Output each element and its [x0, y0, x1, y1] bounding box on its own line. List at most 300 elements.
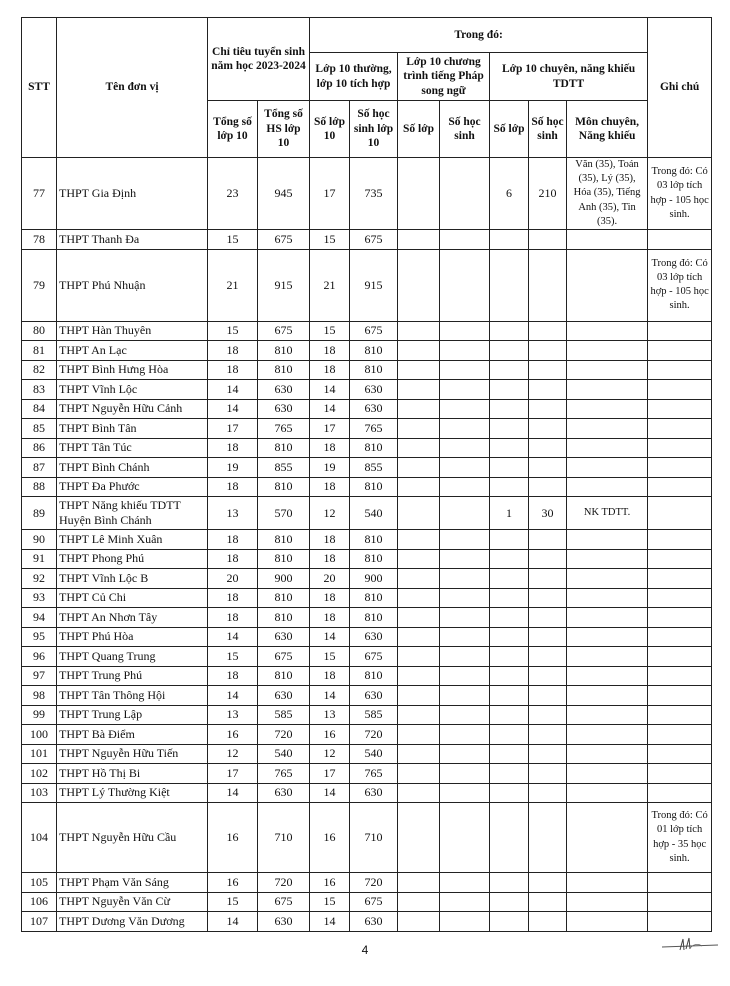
cell-stt: 80 — [22, 321, 57, 341]
cell-specialized-students — [529, 569, 567, 589]
cell-total-classes: 19 — [208, 458, 258, 478]
cell-note — [648, 341, 712, 361]
cell-specialized-students — [529, 725, 567, 745]
cell-note — [648, 399, 712, 419]
cell-specialized-students — [529, 249, 567, 321]
cell-specialized-classes — [490, 912, 529, 932]
cell-specialized-classes: 1 — [490, 497, 529, 530]
cell-subjects — [567, 892, 648, 912]
cell-bilingual-students — [440, 873, 490, 893]
cell-name: THPT Vĩnh Lộc — [57, 380, 208, 400]
cell-specialized-students — [529, 608, 567, 628]
cell-specialized-students — [529, 666, 567, 686]
cell-total-students: 675 — [258, 647, 310, 667]
cell-num-students: 630 — [350, 912, 398, 932]
cell-num-classes: 14 — [310, 627, 350, 647]
cell-specialized-students — [529, 912, 567, 932]
header-bilingual-students: Số học sinh — [440, 101, 490, 158]
cell-stt: 105 — [22, 873, 57, 893]
cell-note — [648, 608, 712, 628]
cell-specialized-students — [529, 764, 567, 784]
cell-total-students: 630 — [258, 399, 310, 419]
cell-subjects — [567, 588, 648, 608]
cell-num-students: 720 — [350, 725, 398, 745]
cell-total-students: 675 — [258, 892, 310, 912]
table-row — [22, 647, 712, 667]
cell-num-students: 675 — [350, 230, 398, 250]
cell-num-students: 810 — [350, 360, 398, 380]
cell-num-classes: 14 — [310, 380, 350, 400]
cell-bilingual-students — [440, 341, 490, 361]
cell-num-students: 540 — [350, 744, 398, 764]
table-row — [22, 725, 712, 745]
cell-name: THPT An Nhơn Tây — [57, 608, 208, 628]
table-row — [22, 803, 712, 873]
cell-total-classes: 14 — [208, 627, 258, 647]
cell-num-students: 810 — [350, 530, 398, 550]
cell-num-students: 765 — [350, 419, 398, 439]
cell-specialized-classes — [490, 892, 529, 912]
cell-bilingual-students — [440, 803, 490, 873]
table-row — [22, 549, 712, 569]
cell-name: THPT Phú Hòa — [57, 627, 208, 647]
table-row — [22, 588, 712, 608]
cell-name: THPT Trung Lập — [57, 705, 208, 725]
cell-num-students: 900 — [350, 569, 398, 589]
cell-name: THPT Nguyễn Hữu Cảnh — [57, 399, 208, 419]
cell-specialized-classes — [490, 705, 529, 725]
cell-bilingual-students — [440, 158, 490, 230]
cell-bilingual-classes — [398, 627, 440, 647]
cell-bilingual-classes — [398, 725, 440, 745]
cell-bilingual-students — [440, 892, 490, 912]
cell-total-students: 765 — [258, 419, 310, 439]
cell-note: Trong đó: Có 03 lớp tích hợp - 105 học sinh. — [648, 249, 712, 321]
cell-total-classes: 13 — [208, 705, 258, 725]
cell-note — [648, 569, 712, 589]
cell-subjects — [567, 783, 648, 803]
cell-total-classes: 17 — [208, 419, 258, 439]
cell-stt: 93 — [22, 588, 57, 608]
cell-bilingual-classes — [398, 912, 440, 932]
cell-specialized-classes — [490, 686, 529, 706]
cell-specialized-classes — [490, 608, 529, 628]
cell-total-classes: 16 — [208, 725, 258, 745]
table-row — [22, 477, 712, 497]
cell-subjects — [567, 912, 648, 932]
table-row — [22, 569, 712, 589]
cell-bilingual-classes — [398, 341, 440, 361]
cell-specialized-classes — [490, 249, 529, 321]
cell-total-students: 810 — [258, 438, 310, 458]
cell-bilingual-classes — [398, 873, 440, 893]
cell-name: THPT Gia Định — [57, 158, 208, 230]
cell-specialized-students — [529, 803, 567, 873]
cell-note — [648, 705, 712, 725]
cell-subjects — [567, 458, 648, 478]
cell-total-classes: 18 — [208, 549, 258, 569]
table-row — [22, 230, 712, 250]
header-subjects: Môn chuyên, Năng khiếu — [567, 101, 648, 158]
table-row — [22, 341, 712, 361]
table-row — [22, 399, 712, 419]
cell-specialized-classes — [490, 419, 529, 439]
cell-name: THPT Phạm Văn Sáng — [57, 873, 208, 893]
cell-specialized-classes — [490, 458, 529, 478]
cell-bilingual-students — [440, 399, 490, 419]
cell-specialized-students — [529, 686, 567, 706]
cell-num-classes: 18 — [310, 341, 350, 361]
cell-total-students: 765 — [258, 764, 310, 784]
cell-specialized-students — [529, 744, 567, 764]
cell-subjects — [567, 569, 648, 589]
cell-total-classes: 14 — [208, 783, 258, 803]
cell-total-classes: 18 — [208, 608, 258, 628]
cell-bilingual-students — [440, 380, 490, 400]
table-row — [22, 321, 712, 341]
cell-specialized-students — [529, 705, 567, 725]
cell-subjects — [567, 549, 648, 569]
cell-bilingual-classes — [398, 249, 440, 321]
cell-bilingual-students — [440, 530, 490, 550]
cell-subjects — [567, 399, 648, 419]
cell-subjects — [567, 438, 648, 458]
cell-num-classes: 18 — [310, 360, 350, 380]
cell-bilingual-classes — [398, 497, 440, 530]
cell-bilingual-students — [440, 725, 490, 745]
cell-num-classes: 15 — [310, 230, 350, 250]
table-row — [22, 783, 712, 803]
cell-total-students: 630 — [258, 686, 310, 706]
cell-stt: 89 — [22, 497, 57, 530]
cell-specialized-classes — [490, 549, 529, 569]
cell-specialized-classes — [490, 873, 529, 893]
cell-specialized-students — [529, 360, 567, 380]
cell-total-students: 810 — [258, 477, 310, 497]
cell-bilingual-classes — [398, 569, 440, 589]
cell-stt: 85 — [22, 419, 57, 439]
cell-specialized-classes — [490, 744, 529, 764]
cell-bilingual-students — [440, 230, 490, 250]
cell-note — [648, 438, 712, 458]
cell-bilingual-classes — [398, 764, 440, 784]
cell-name: THPT Củ Chi — [57, 588, 208, 608]
cell-specialized-classes: 6 — [490, 158, 529, 230]
cell-bilingual-students — [440, 497, 490, 530]
header-total-students: Tổng số HS lớp 10 — [258, 101, 310, 158]
cell-bilingual-students — [440, 744, 490, 764]
cell-specialized-classes — [490, 530, 529, 550]
table-row — [22, 892, 712, 912]
cell-note — [648, 230, 712, 250]
cell-num-classes: 14 — [310, 783, 350, 803]
cell-total-students: 720 — [258, 725, 310, 745]
cell-bilingual-classes — [398, 380, 440, 400]
cell-specialized-students — [529, 892, 567, 912]
cell-total-classes: 23 — [208, 158, 258, 230]
cell-num-classes: 18 — [310, 477, 350, 497]
cell-note — [648, 892, 712, 912]
cell-bilingual-students — [440, 458, 490, 478]
header-bilingual: Lớp 10 chương trình tiếng Pháp song ngữ — [398, 53, 490, 101]
cell-subjects — [567, 627, 648, 647]
cell-bilingual-classes — [398, 705, 440, 725]
cell-note — [648, 873, 712, 893]
cell-stt: 86 — [22, 438, 57, 458]
cell-total-classes: 15 — [208, 647, 258, 667]
cell-specialized-students — [529, 588, 567, 608]
cell-stt: 84 — [22, 399, 57, 419]
cell-note — [648, 477, 712, 497]
table-row — [22, 873, 712, 893]
cell-num-students: 810 — [350, 588, 398, 608]
cell-total-students: 585 — [258, 705, 310, 725]
cell-bilingual-classes — [398, 530, 440, 550]
table-row — [22, 764, 712, 784]
cell-stt: 102 — [22, 764, 57, 784]
cell-specialized-students — [529, 627, 567, 647]
table-row — [22, 249, 712, 321]
cell-bilingual-classes — [398, 666, 440, 686]
cell-total-students: 810 — [258, 608, 310, 628]
cell-bilingual-students — [440, 419, 490, 439]
cell-total-classes: 18 — [208, 341, 258, 361]
cell-stt: 97 — [22, 666, 57, 686]
cell-specialized-students — [529, 458, 567, 478]
header-regular: Lớp 10 thường, lớp 10 tích hợp — [310, 53, 398, 101]
cell-bilingual-students — [440, 666, 490, 686]
cell-total-students: 630 — [258, 783, 310, 803]
cell-specialized-students — [529, 549, 567, 569]
cell-stt: 82 — [22, 360, 57, 380]
cell-note — [648, 764, 712, 784]
cell-subjects — [567, 477, 648, 497]
cell-num-classes: 15 — [310, 647, 350, 667]
cell-name: THPT Tân Thông Hội — [57, 686, 208, 706]
table-row — [22, 627, 712, 647]
cell-num-classes: 15 — [310, 321, 350, 341]
header-total-classes: Tổng số lớp 10 — [208, 101, 258, 158]
cell-name: THPT Hàn Thuyên — [57, 321, 208, 341]
cell-bilingual-students — [440, 686, 490, 706]
cell-num-students: 630 — [350, 380, 398, 400]
cell-name: THPT Nguyễn Hữu Cầu — [57, 803, 208, 873]
table-row — [22, 666, 712, 686]
cell-bilingual-classes — [398, 458, 440, 478]
cell-bilingual-classes — [398, 686, 440, 706]
cell-stt: 95 — [22, 627, 57, 647]
cell-num-classes: 18 — [310, 549, 350, 569]
cell-num-students: 585 — [350, 705, 398, 725]
cell-bilingual-students — [440, 764, 490, 784]
cell-bilingual-students — [440, 549, 490, 569]
cell-num-classes: 16 — [310, 873, 350, 893]
cell-name: THPT Nguyễn Hữu Tiến — [57, 744, 208, 764]
cell-specialized-classes — [490, 588, 529, 608]
cell-specialized-classes — [490, 783, 529, 803]
cell-specialized-classes — [490, 341, 529, 361]
cell-num-classes: 14 — [310, 912, 350, 932]
header-note: Ghi chú — [648, 18, 712, 158]
cell-stt: 103 — [22, 783, 57, 803]
cell-num-classes: 18 — [310, 530, 350, 550]
cell-specialized-classes — [490, 803, 529, 873]
cell-subjects: Văn (35), Toán (35), Lý (35), Hóa (35), Tiếng Anh (35), Tin (35). — [567, 158, 648, 230]
cell-total-students: 810 — [258, 360, 310, 380]
cell-num-students: 675 — [350, 892, 398, 912]
cell-total-students: 810 — [258, 530, 310, 550]
cell-note — [648, 530, 712, 550]
cell-specialized-students — [529, 783, 567, 803]
cell-num-classes: 17 — [310, 158, 350, 230]
cell-bilingual-classes — [398, 549, 440, 569]
cell-total-students: 675 — [258, 321, 310, 341]
cell-total-classes: 16 — [208, 873, 258, 893]
table-row — [22, 530, 712, 550]
table-row — [22, 497, 712, 530]
cell-bilingual-classes — [398, 158, 440, 230]
cell-specialized-classes — [490, 627, 529, 647]
cell-stt: 81 — [22, 341, 57, 361]
cell-note — [648, 458, 712, 478]
cell-total-students: 630 — [258, 380, 310, 400]
cell-bilingual-classes — [398, 803, 440, 873]
cell-note — [648, 744, 712, 764]
cell-stt: 106 — [22, 892, 57, 912]
header-specialized-classes: Số lớp — [490, 101, 529, 158]
cell-subjects — [567, 321, 648, 341]
cell-name: THPT Bình Hưng Hòa — [57, 360, 208, 380]
cell-name: THPT Tân Túc — [57, 438, 208, 458]
cell-num-classes: 18 — [310, 588, 350, 608]
cell-note — [648, 419, 712, 439]
cell-total-classes: 14 — [208, 399, 258, 419]
cell-name: THPT Thanh Đa — [57, 230, 208, 250]
cell-bilingual-classes — [398, 399, 440, 419]
cell-subjects — [567, 686, 648, 706]
cell-note — [648, 783, 712, 803]
cell-specialized-classes — [490, 230, 529, 250]
cell-total-classes: 18 — [208, 530, 258, 550]
cell-bilingual-classes — [398, 783, 440, 803]
header-num-classes: Số lớp 10 — [310, 101, 350, 158]
cell-total-students: 630 — [258, 627, 310, 647]
signature-mark — [660, 934, 724, 956]
cell-bilingual-students — [440, 249, 490, 321]
header-num-students: Số học sinh lớp 10 — [350, 101, 398, 158]
cell-name: THPT Đa Phước — [57, 477, 208, 497]
cell-note — [648, 497, 712, 530]
cell-num-classes: 13 — [310, 705, 350, 725]
cell-total-classes: 18 — [208, 666, 258, 686]
cell-subjects — [567, 705, 648, 725]
cell-name: THPT Dương Văn Dương — [57, 912, 208, 932]
table-row — [22, 744, 712, 764]
cell-subjects — [567, 744, 648, 764]
cell-name: THPT An Lạc — [57, 341, 208, 361]
cell-stt: 94 — [22, 608, 57, 628]
cell-num-classes: 19 — [310, 458, 350, 478]
table-row — [22, 608, 712, 628]
cell-name: THPT Lý Thường Kiệt — [57, 783, 208, 803]
cell-specialized-classes — [490, 380, 529, 400]
cell-bilingual-classes — [398, 321, 440, 341]
cell-total-classes: 14 — [208, 380, 258, 400]
cell-name: THPT Phong Phú — [57, 549, 208, 569]
cell-total-classes: 12 — [208, 744, 258, 764]
cell-total-classes: 18 — [208, 588, 258, 608]
header-quota: Chỉ tiêu tuyển sinh năm học 2023-2024 — [208, 18, 310, 101]
cell-note — [648, 627, 712, 647]
cell-subjects: NK TDTT. — [567, 497, 648, 530]
cell-subjects — [567, 360, 648, 380]
cell-specialized-students — [529, 438, 567, 458]
cell-num-students: 710 — [350, 803, 398, 873]
table-row — [22, 705, 712, 725]
cell-specialized-classes — [490, 725, 529, 745]
cell-name: THPT Phú Nhuận — [57, 249, 208, 321]
page-number: 4 — [361, 943, 369, 957]
cell-num-classes: 17 — [310, 764, 350, 784]
cell-note — [648, 912, 712, 932]
cell-specialized-classes — [490, 438, 529, 458]
cell-num-classes: 12 — [310, 744, 350, 764]
cell-note — [648, 360, 712, 380]
cell-subjects — [567, 530, 648, 550]
cell-note — [648, 380, 712, 400]
cell-bilingual-classes — [398, 230, 440, 250]
table-row — [22, 458, 712, 478]
table-row — [22, 438, 712, 458]
cell-note — [648, 588, 712, 608]
cell-total-students: 710 — [258, 803, 310, 873]
cell-name: THPT Bình Chánh — [57, 458, 208, 478]
header-bilingual-classes: Số lớp — [398, 101, 440, 158]
cell-stt: 77 — [22, 158, 57, 230]
cell-total-students: 675 — [258, 230, 310, 250]
cell-subjects — [567, 873, 648, 893]
cell-num-students: 540 — [350, 497, 398, 530]
header-specialized-students: Số học sinh — [529, 101, 567, 158]
cell-specialized-classes — [490, 360, 529, 380]
cell-num-classes: 18 — [310, 666, 350, 686]
cell-num-students: 630 — [350, 399, 398, 419]
table-row — [22, 686, 712, 706]
cell-num-classes: 18 — [310, 608, 350, 628]
cell-specialized-students — [529, 380, 567, 400]
cell-total-classes: 14 — [208, 912, 258, 932]
table-row — [22, 912, 712, 932]
cell-total-classes: 15 — [208, 230, 258, 250]
cell-stt: 107 — [22, 912, 57, 932]
cell-bilingual-students — [440, 569, 490, 589]
cell-bilingual-students — [440, 705, 490, 725]
cell-total-students: 810 — [258, 341, 310, 361]
cell-specialized-classes — [490, 569, 529, 589]
cell-specialized-classes — [490, 477, 529, 497]
cell-name: THPT Hồ Thị Bi — [57, 764, 208, 784]
cell-num-classes: 20 — [310, 569, 350, 589]
cell-total-classes: 14 — [208, 686, 258, 706]
cell-note — [648, 725, 712, 745]
cell-num-students: 855 — [350, 458, 398, 478]
cell-subjects — [567, 803, 648, 873]
cell-num-classes: 21 — [310, 249, 350, 321]
cell-bilingual-classes — [398, 438, 440, 458]
cell-note — [648, 549, 712, 569]
cell-specialized-students — [529, 530, 567, 550]
cell-num-students: 810 — [350, 666, 398, 686]
